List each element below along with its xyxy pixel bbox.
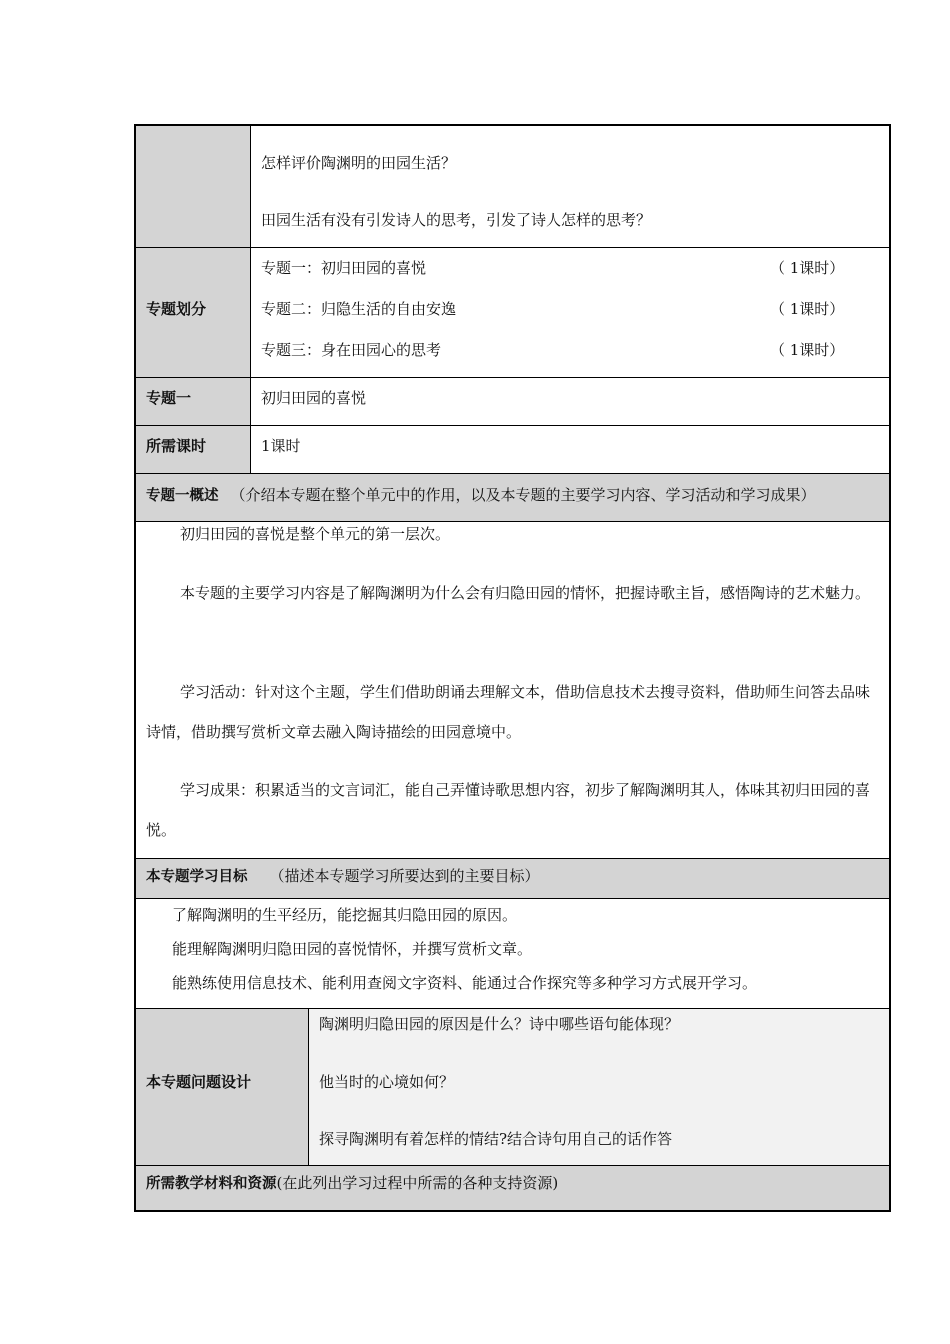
- problem-item-1: 陶渊明归隐田园的原因是什么？诗中哪些语句能体现？: [319, 1015, 680, 1033]
- topic-hours-3: （ 1课时）: [770, 341, 845, 359]
- goals-header: [146, 865, 540, 886]
- topic-hours-2: （ 1课时）: [770, 300, 845, 318]
- topic-one-label: 专题一: [146, 389, 192, 407]
- overview-paragraph-1: 初归田园的喜悦是整个单元的第一层次。: [180, 525, 451, 543]
- overview-body-row: [136, 522, 889, 859]
- hours-label-cell: [136, 426, 251, 473]
- lesson-plan-table: [134, 124, 891, 1212]
- materials-note: (在此列出学习过程中所需的各种支持资源): [276, 1174, 559, 1192]
- questions-row: [136, 126, 889, 248]
- topic-division-label-cell: [136, 248, 251, 377]
- question-2: 田园生活有没有引发诗人的思考，引发了诗人怎样的思考？: [261, 211, 652, 229]
- overview-paragraph-4: 学习成果：积累适当的文言词汇，能自己弄懂诗歌思想内容，初步了解陶渊明其人，体味其初归田园的喜悦。: [146, 781, 871, 839]
- goals-body-row: [136, 899, 889, 1009]
- goal-item-1: 了解陶渊明的生平经历，能挖掘其归隐田园的原因。: [172, 906, 518, 924]
- topic-one-label-cell: [136, 378, 251, 425]
- overview-label: 专题一概述: [146, 488, 219, 504]
- hours-row: [136, 426, 889, 474]
- hours-label: 所需课时: [146, 437, 207, 455]
- materials-header: [146, 1172, 558, 1193]
- topic-division-row: [136, 248, 889, 378]
- topic-item-3: 专题三：身在田园心的思考: [261, 341, 442, 359]
- overview-paragraph-2: 本专题的主要学习内容是了解陶渊明为什么会有归隐田园的情怀，把握诗歌主旨，感悟陶诗的艺术魅力。: [180, 584, 871, 602]
- materials-row: [136, 1166, 889, 1210]
- overview-note: （介绍本专题在整个单元中的作用，以及本专题的主要学习内容、学习活动和学习成果）: [230, 486, 816, 504]
- goals-header-row: [136, 859, 889, 899]
- materials-label: 所需教学材料和资源: [146, 1176, 277, 1192]
- problem-design-content-cell: [309, 1009, 889, 1165]
- goals-label: 本专题学习目标: [146, 869, 248, 885]
- topic-division-label: 专题划分: [146, 300, 207, 318]
- topic-hours-1: （ 1课时）: [770, 259, 845, 277]
- hours-value: 1课时: [261, 437, 301, 455]
- problem-item-2: 他当时的心境如何？: [319, 1073, 455, 1091]
- problem-design-label: 本专题问题设计: [146, 1073, 252, 1091]
- problem-item-3: 探寻陶渊明有着怎样的情结?结合诗句用自己的话作答: [319, 1130, 673, 1148]
- question-1: 怎样评价陶渊明的田园生活？: [261, 154, 457, 172]
- topic-item-1: 专题一：初归田园的喜悦: [261, 259, 427, 277]
- problem-design-row: [136, 1009, 889, 1166]
- topic-one-row: [136, 378, 889, 426]
- questions-label-cell: [136, 126, 251, 247]
- goal-item-3: 能熟练使用信息技术、能利用查阅文字资料、能通过合作探究等多种学习方式展开学习。: [172, 974, 758, 992]
- goals-note: （描述本专题学习所要达到的主要目标）: [269, 867, 540, 885]
- problem-design-label-cell: [136, 1009, 309, 1165]
- goal-item-2: 能理解陶渊明归隐田园的喜悦情怀，并撰写赏析文章。: [172, 940, 533, 958]
- topic-one-value: 初归田园的喜悦: [261, 389, 367, 407]
- overview-paragraph-3: 学习活动：针对这个主题，学生们借助朗诵去理解文本，借助信息技术去搜寻资料，借助师生问答去品味诗情，借助撰写赏析文章去融入陶诗描绘的田园意境中。: [146, 683, 871, 741]
- topic-item-2: 专题二：归隐生活的自由安逸: [261, 300, 457, 318]
- overview-header: [146, 484, 816, 505]
